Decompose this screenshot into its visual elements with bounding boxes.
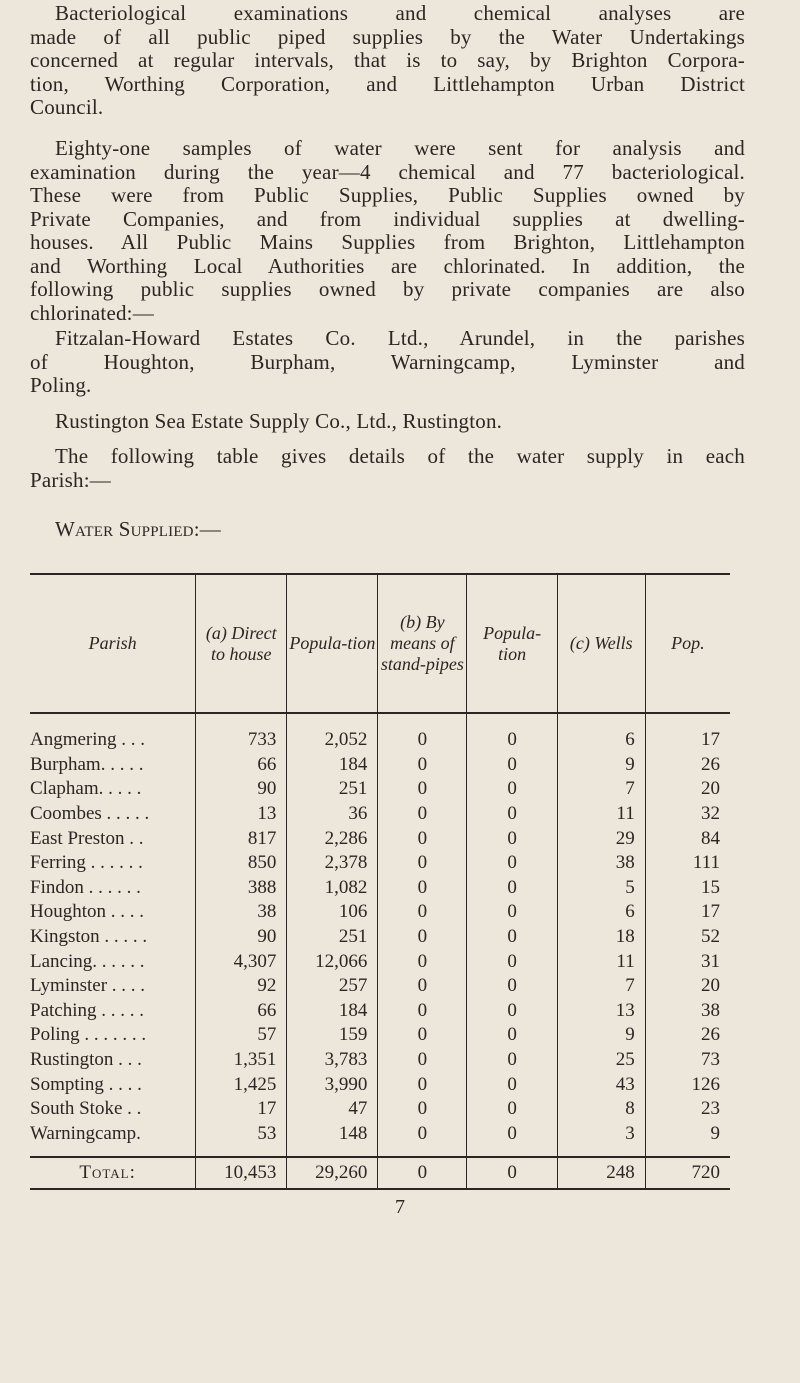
table-cell: 0 — [378, 974, 467, 999]
table-cell: 20 — [645, 974, 730, 999]
table-cell: 38 — [557, 851, 645, 876]
text-line: Private Companies, and from individual supplies at dwelling- — [30, 206, 745, 231]
table-cell: 0 — [467, 900, 558, 925]
table-row — [30, 1023, 730, 1048]
table-cell: 0 — [467, 802, 558, 827]
table-cell: 73 — [645, 1048, 730, 1073]
table-cell: 184 — [287, 999, 378, 1024]
table-row — [30, 777, 730, 802]
text-line: tion, Worthing Corporation, and Littlehampton Urban District — [30, 71, 745, 96]
parish-name: Findon . . . . . . — [30, 876, 141, 898]
text-line: Rustington Sea Estate Supply Co., Ltd., Rustington. — [55, 409, 503, 433]
text-line: Poling. — [30, 373, 92, 397]
table-cell: 17 — [645, 713, 730, 753]
table-cell: 6 — [557, 713, 645, 753]
table-cell: 11 — [557, 949, 645, 974]
table-row — [30, 1122, 730, 1158]
table-row — [30, 1072, 730, 1097]
table-cell: 0 — [378, 1023, 467, 1048]
text-line: made of all public piped supplies by the Water Undertakings — [30, 24, 745, 49]
table-cell: 57 — [196, 1023, 287, 1048]
table-cell: 0 — [378, 900, 467, 925]
table-cell: 0 — [467, 1122, 558, 1158]
table-header-row — [30, 574, 730, 713]
table-cell: 0 — [467, 1048, 558, 1073]
table-cell: 388 — [196, 876, 287, 901]
parish-name: Sompting . . . . — [30, 1073, 142, 1095]
table-cell: 32 — [645, 802, 730, 827]
table-row — [30, 802, 730, 827]
table-cell: 3 — [557, 1122, 645, 1158]
paragraph — [30, 410, 745, 434]
table-cell: 2,378 — [287, 851, 378, 876]
parish-name: Ferring . . . . . . — [30, 852, 143, 874]
table-cell: 1,351 — [196, 1048, 287, 1073]
table-cell: 9 — [645, 1122, 730, 1158]
table-cell: 0 — [378, 753, 467, 778]
column-header: Parish — [30, 574, 196, 713]
table-cell: 92 — [196, 974, 287, 999]
column-header: Popula-tion — [467, 574, 558, 713]
table-cell: 90 — [196, 777, 287, 802]
table-cell: 0 — [467, 777, 558, 802]
table-cell: 0 — [378, 777, 467, 802]
table-row — [30, 974, 730, 999]
table-row — [30, 851, 730, 876]
table-cell: 817 — [196, 826, 287, 851]
parish-name: Angmering . . . — [30, 729, 146, 751]
table-cell: 0 — [467, 1023, 558, 1048]
table-cell: 0 — [378, 999, 467, 1024]
table-cell: 0 — [467, 876, 558, 901]
parish-name: South Stoke . . — [30, 1098, 142, 1120]
paragraph — [30, 445, 745, 492]
parish-name: Coombes . . . . . — [30, 803, 150, 825]
text-line: examination during the year—4 chemical and 77 bacteriological. — [30, 159, 745, 184]
table-cell: 31 — [645, 949, 730, 974]
table-cell: 0 — [378, 1122, 467, 1158]
text-line: chlorinated:— — [30, 300, 154, 325]
table-cell: 0 — [378, 876, 467, 901]
table-cell: 6 — [557, 900, 645, 925]
table-cell: 1,082 — [287, 876, 378, 901]
table-cell: 84 — [645, 826, 730, 851]
table-cell: 8 — [557, 1097, 645, 1122]
table-caption: Water Supplied:— — [55, 517, 221, 541]
paragraph — [30, 2, 745, 120]
total-cell: 248 — [557, 1157, 645, 1189]
parish-name: Lancing. . . . . . — [30, 950, 145, 972]
table-cell: 11 — [557, 802, 645, 827]
total-cell: 0 — [467, 1157, 558, 1189]
text-line: Bacteriological examinations and chemical analyses are — [55, 1, 745, 25]
table-cell: 148 — [287, 1122, 378, 1158]
total-cell: 720 — [645, 1157, 730, 1189]
table-cell: 38 — [196, 900, 287, 925]
paragraph — [30, 327, 745, 398]
table-cell: 0 — [467, 826, 558, 851]
table-cell: 0 — [378, 826, 467, 851]
table-row — [30, 826, 730, 851]
table-cell: 5 — [557, 876, 645, 901]
table-cell: 29 — [557, 826, 645, 851]
text-line: following public supplies owned by private companies are also — [30, 277, 745, 301]
table-cell: 13 — [196, 802, 287, 827]
text-line: These were from Public Supplies, Public Supplies owned by — [30, 183, 745, 207]
table-cell: 159 — [287, 1023, 378, 1048]
text-line: concerned at regular intervals, that is to say, by Brighton Corpora- — [30, 48, 745, 72]
table-cell: 17 — [645, 900, 730, 925]
table-row — [30, 949, 730, 974]
table-cell: 3,990 — [287, 1072, 378, 1097]
column-header: Pop. — [645, 574, 730, 713]
table-cell: 4,307 — [196, 949, 287, 974]
parish-name: Rustington . . . — [30, 1049, 142, 1071]
parish-name: Clapham. . . . . — [30, 778, 142, 800]
text-line: and Worthing Local Authorities are chlorinated. In addition, the — [30, 253, 745, 278]
text-line: Fitzalan-Howard Estates Co. Ltd., Arundel, in the parishes — [55, 326, 745, 350]
parish-name: Houghton . . . . — [30, 901, 144, 923]
table-cell: 184 — [287, 753, 378, 778]
table-cell: 36 — [287, 802, 378, 827]
table-row — [30, 900, 730, 925]
table-cell: 0 — [467, 1097, 558, 1122]
table-cell: 52 — [645, 925, 730, 950]
table-cell: 0 — [378, 1072, 467, 1097]
table-cell: 90 — [196, 925, 287, 950]
total-cell: 0 — [378, 1157, 467, 1189]
table-cell: 17 — [196, 1097, 287, 1122]
table-cell: 1,425 — [196, 1072, 287, 1097]
table-cell: 850 — [196, 851, 287, 876]
table-row — [30, 713, 730, 753]
table-cell: 251 — [287, 777, 378, 802]
table-cell: 9 — [557, 753, 645, 778]
table-cell: 53 — [196, 1122, 287, 1158]
column-header: Popula-tion — [287, 574, 378, 713]
table-cell: 0 — [467, 925, 558, 950]
parish-name: East Preston . . — [30, 827, 144, 849]
table-cell: 0 — [378, 925, 467, 950]
table-cell: 0 — [378, 949, 467, 974]
column-header: (c) Wells — [557, 574, 645, 713]
table-cell: 0 — [467, 1072, 558, 1097]
table-cell: 13 — [557, 999, 645, 1024]
table-row — [30, 999, 730, 1024]
text-line: of Houghton, Burpham, Warningcamp, Lyminster and — [30, 349, 745, 374]
table-cell: 733 — [196, 713, 287, 753]
table-cell: 257 — [287, 974, 378, 999]
table-row — [30, 925, 730, 950]
table-row — [30, 1048, 730, 1073]
text-line: The following table gives details of the water supply in each — [55, 444, 745, 468]
column-header: (a) Direct to house — [196, 574, 287, 713]
total-label: Total: — [30, 1157, 196, 1189]
table-cell: 26 — [645, 1023, 730, 1048]
table-cell: 7 — [557, 777, 645, 802]
table-cell: 23 — [645, 1097, 730, 1122]
parish-name: Burpham. . . . . — [30, 753, 144, 775]
text-line: houses. All Public Mains Supplies from Brighton, Littlehampton — [30, 230, 745, 254]
table-cell: 43 — [557, 1072, 645, 1097]
table-cell: 66 — [196, 753, 287, 778]
table-cell: 3,783 — [287, 1048, 378, 1073]
table-cell: 26 — [645, 753, 730, 778]
table-cell: 111 — [645, 851, 730, 876]
water-supply-table — [30, 573, 730, 1190]
table-cell: 66 — [196, 999, 287, 1024]
table-cell: 0 — [378, 851, 467, 876]
table-cell: 0 — [467, 851, 558, 876]
table-cell: 0 — [467, 713, 558, 753]
table-cell: 12,066 — [287, 949, 378, 974]
table-cell: 0 — [467, 949, 558, 974]
table-cell: 47 — [287, 1097, 378, 1122]
paragraph — [30, 137, 745, 325]
table-cell: 0 — [378, 713, 467, 753]
parish-name: Warningcamp. — [30, 1122, 141, 1144]
table-cell: 25 — [557, 1048, 645, 1073]
table-cell: 2,286 — [287, 826, 378, 851]
parish-name: Patching . . . . . — [30, 999, 144, 1021]
table-cell: 20 — [645, 777, 730, 802]
parish-name: Lyminster . . . . — [30, 975, 146, 997]
table-cell: 106 — [287, 900, 378, 925]
table-cell: 0 — [378, 1048, 467, 1073]
column-header: (b) By means of stand-pipes — [378, 574, 467, 713]
table-cell: 0 — [378, 1097, 467, 1122]
text-line: Parish:— — [30, 467, 111, 492]
table-cell: 0 — [467, 999, 558, 1024]
table-cell: 15 — [645, 876, 730, 901]
parish-name: Kingston . . . . . — [30, 926, 148, 948]
table-cell: 126 — [645, 1072, 730, 1097]
table-cell: 0 — [467, 753, 558, 778]
table-row — [30, 876, 730, 901]
table-row — [30, 753, 730, 778]
text-line: Eighty-one samples of water were sent for analysis and — [55, 136, 745, 160]
table-cell: 9 — [557, 1023, 645, 1048]
table-cell: 251 — [287, 925, 378, 950]
table-cell: 0 — [378, 802, 467, 827]
total-cell: 29,260 — [287, 1157, 378, 1189]
parish-name: Poling . . . . . . . — [30, 1024, 147, 1046]
text-line: Council. — [30, 95, 104, 119]
table-cell: 38 — [645, 999, 730, 1024]
table-row — [30, 1097, 730, 1122]
page-number: 7 — [395, 1196, 405, 1218]
table-cell: 7 — [557, 974, 645, 999]
table-cell: 18 — [557, 925, 645, 950]
total-cell: 10,453 — [196, 1157, 287, 1189]
total-row — [30, 1157, 730, 1189]
table-cell: 2,052 — [287, 713, 378, 753]
table-cell: 0 — [467, 974, 558, 999]
